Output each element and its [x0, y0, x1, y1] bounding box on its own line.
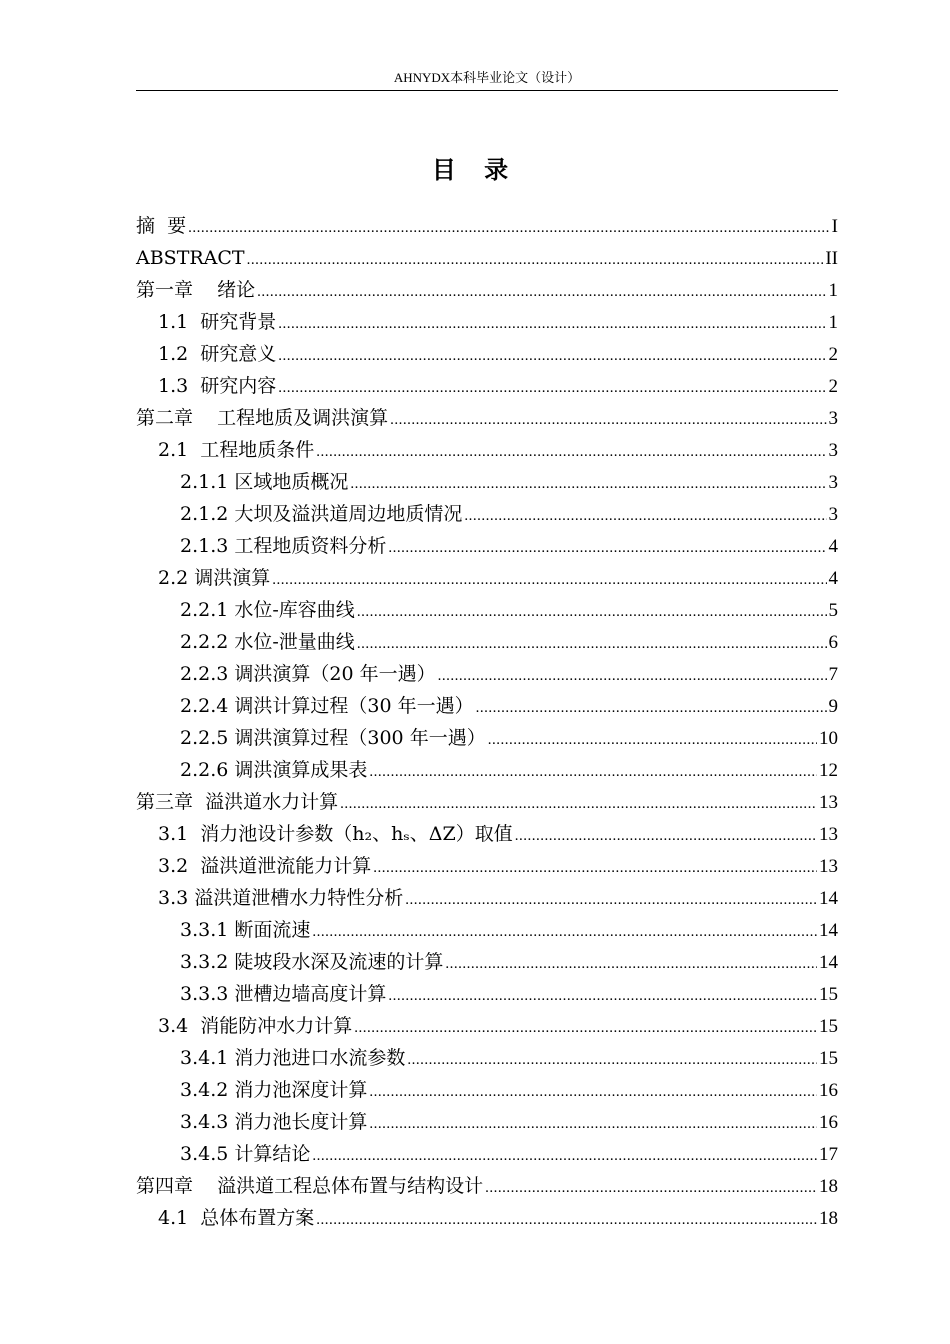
toc-leader-dots: [316, 1204, 817, 1236]
toc-entry[interactable]: [136, 562, 838, 594]
toc-leader-dots: [278, 372, 826, 404]
toc-leader-dots: [350, 468, 826, 500]
toc-entry-label: 2.2.2 水位-泄量曲线: [180, 631, 355, 653]
toc-entry-page-number: 3: [828, 408, 838, 429]
toc-entry-label: 2.2.5 调洪演算过程（300 年一遇）: [180, 727, 486, 749]
toc-entry-label: 第四章 溢洪道工程总体布置与结构设计: [136, 1175, 484, 1197]
toc-entry-page-number: 18: [819, 1176, 838, 1197]
toc-entry-label: 3.3 溢洪道泄槽水力特性分析: [158, 887, 404, 909]
toc-entry-page-number: 17: [819, 1144, 838, 1165]
toc-leader-dots: [278, 308, 826, 340]
toc-entry-label: 2.1.3 工程地质资料分析: [180, 535, 387, 557]
toc-title: 目 录: [431, 156, 519, 184]
toc-leader-dots: [485, 1172, 817, 1204]
toc-entry[interactable]: [136, 754, 838, 786]
toc-leader-dots: [445, 948, 817, 980]
toc-leader-dots: [369, 1108, 817, 1140]
toc-leader-dots: [188, 212, 830, 244]
toc-entry-page-number: 3: [828, 440, 838, 461]
toc-entry[interactable]: [136, 1138, 838, 1170]
toc-entry-label: 3.3.2 陡坡段水深及流速的计算: [180, 951, 444, 973]
toc-entry[interactable]: [136, 530, 838, 562]
toc-entry[interactable]: [136, 466, 838, 498]
toc-entry[interactable]: [136, 978, 838, 1010]
toc-entry[interactable]: [136, 370, 838, 402]
toc-entry-label: 1.3 研究内容: [158, 375, 277, 397]
toc-entry-label: 第一章 绪论: [136, 279, 256, 301]
toc-entry[interactable]: [136, 402, 838, 434]
toc-entry-label: 3.4.1 消力池进口水流参数: [180, 1047, 406, 1069]
toc-leader-dots: [312, 1140, 817, 1172]
toc-entry-label: 2.1.2 大坝及溢洪道周边地质情况: [180, 503, 463, 525]
toc-entry[interactable]: [136, 1202, 838, 1234]
toc-entry-page-number: 6: [828, 632, 838, 653]
toc-leader-dots: [438, 660, 827, 692]
toc-entry[interactable]: [136, 658, 838, 690]
toc-entry[interactable]: [136, 242, 838, 274]
toc-entry-page-number: 7: [828, 664, 838, 685]
toc-leader-dots: [488, 724, 817, 756]
toc-entry[interactable]: [136, 786, 838, 818]
toc-entry-page-number: II: [825, 248, 838, 269]
toc-entry-label: ABSTRACT: [136, 247, 245, 269]
table-of-contents: [136, 210, 838, 1234]
toc-entry-label: 2.2.6 调洪演算成果表: [180, 759, 368, 781]
toc-entry-page-number: 2: [828, 376, 838, 397]
toc-entry-label: 3.4 消能防冲水力计算: [158, 1015, 353, 1037]
page-header: AHNYDX本科毕业论文（设计）: [393, 70, 581, 85]
toc-leader-dots: [357, 596, 827, 628]
toc-entry-page-number: 3: [828, 472, 838, 493]
toc-entry-page-number: 16: [819, 1112, 838, 1133]
toc-entry-page-number: 13: [819, 792, 838, 813]
toc-entry[interactable]: [136, 1106, 838, 1138]
toc-leader-dots: [357, 628, 827, 660]
toc-entry-label: 3.3.1 断面流速: [180, 919, 311, 941]
toc-entry[interactable]: [136, 1042, 838, 1074]
toc-entry-page-number: 15: [819, 1016, 838, 1037]
header-rule: [136, 90, 838, 91]
toc-leader-dots: [312, 916, 817, 948]
toc-leader-dots: [407, 1044, 817, 1076]
toc-entry-label: 2.2.3 调洪演算（20 年一遇）: [180, 663, 436, 685]
toc-entry-page-number: 2: [828, 344, 838, 365]
toc-leader-dots: [390, 404, 826, 436]
toc-entry-label: 3.4.2 消力池深度计算: [180, 1079, 368, 1101]
toc-entry-label: 3.3.3 泄槽边墙高度计算: [180, 983, 387, 1005]
toc-entry-label: 2.1.1 区域地质概况: [180, 471, 349, 493]
toc-entry-label: 4.1 总体布置方案: [158, 1207, 315, 1229]
toc-entry-page-number: 14: [819, 952, 838, 973]
toc-entry[interactable]: [136, 338, 838, 370]
toc-entry-page-number: 16: [819, 1080, 838, 1101]
toc-leader-dots: [369, 1076, 817, 1108]
toc-entry-label: 2.1 工程地质条件: [158, 439, 315, 461]
toc-entry[interactable]: [136, 914, 838, 946]
toc-entry-label: 摘 要: [136, 215, 187, 237]
toc-entry[interactable]: [136, 690, 838, 722]
toc-entry-label: 3.4.5 计算结论: [180, 1143, 311, 1165]
toc-entry-page-number: 9: [828, 696, 838, 717]
toc-entry-page-number: 1: [828, 312, 838, 333]
toc-leader-dots: [354, 1012, 817, 1044]
toc-leader-dots: [405, 884, 817, 916]
toc-entry-page-number: 1: [828, 280, 838, 301]
toc-leader-dots: [388, 532, 826, 564]
toc-entry-label: 1.2 研究意义: [158, 343, 277, 365]
toc-entry-label: 3.1 消力池设计参数（h₂、hₛ、ΔZ）取值: [158, 823, 513, 845]
toc-entry-label: 2.2.1 水位-库容曲线: [180, 599, 355, 621]
toc-entry[interactable]: [136, 210, 838, 242]
toc-leader-dots: [369, 756, 817, 788]
toc-entry-label: 第三章 溢洪道水力计算: [136, 791, 339, 813]
toc-entry[interactable]: [136, 306, 838, 338]
toc-entry[interactable]: [136, 946, 838, 978]
toc-leader-dots: [340, 788, 817, 820]
toc-entry-page-number: 10: [819, 728, 838, 749]
toc-leader-dots: [272, 564, 826, 596]
toc-entry-page-number: 15: [819, 984, 838, 1005]
toc-entry[interactable]: [136, 274, 838, 306]
toc-entry-page-number: 14: [819, 920, 838, 941]
toc-entry[interactable]: [136, 1170, 838, 1202]
toc-entry-label: 1.1 研究背景: [158, 311, 277, 333]
toc-entry-page-number: 5: [828, 600, 838, 621]
toc-entry-page-number: 3: [828, 504, 838, 525]
toc-leader-dots: [278, 340, 826, 372]
toc-entry[interactable]: [136, 626, 838, 658]
toc-leader-dots: [464, 500, 826, 532]
toc-leader-dots: [316, 436, 826, 468]
toc-leader-dots: [388, 980, 817, 1012]
toc-entry[interactable]: [136, 434, 838, 466]
toc-entry-page-number: 13: [819, 856, 838, 877]
toc-entry-page-number: 15: [819, 1048, 838, 1069]
toc-entry-page-number: 14: [819, 888, 838, 909]
toc-entry[interactable]: [136, 818, 838, 850]
toc-entry-page-number: 13: [819, 824, 838, 845]
toc-leader-dots: [476, 692, 827, 724]
toc-entry-label: 第二章 工程地质及调洪演算: [136, 407, 389, 429]
toc-entry-page-number: 4: [828, 568, 838, 589]
toc-entry-page-number: 18: [819, 1208, 838, 1229]
toc-leader-dots: [515, 820, 817, 852]
toc-entry[interactable]: [136, 498, 838, 530]
toc-entry-label: 2.2 调洪演算: [158, 567, 271, 589]
toc-entry-page-number: 12: [819, 760, 838, 781]
toc-entry-page-number: I: [831, 216, 838, 237]
toc-leader-dots: [247, 244, 824, 276]
toc-entry[interactable]: [136, 1074, 838, 1106]
toc-entry-page-number: 4: [828, 536, 838, 557]
toc-entry-label: 2.2.4 调洪计算过程（30 年一遇）: [180, 695, 474, 717]
toc-entry-label: 3.4.3 消力池长度计算: [180, 1111, 368, 1133]
toc-entry-label: 3.2 溢洪道泄流能力计算: [158, 855, 372, 877]
toc-entry[interactable]: [136, 882, 838, 914]
toc-leader-dots: [257, 276, 826, 308]
toc-entry[interactable]: [136, 594, 838, 626]
toc-leader-dots: [373, 852, 817, 884]
toc-entry[interactable]: [136, 850, 838, 882]
toc-entry[interactable]: [136, 1010, 838, 1042]
toc-entry[interactable]: [136, 722, 838, 754]
